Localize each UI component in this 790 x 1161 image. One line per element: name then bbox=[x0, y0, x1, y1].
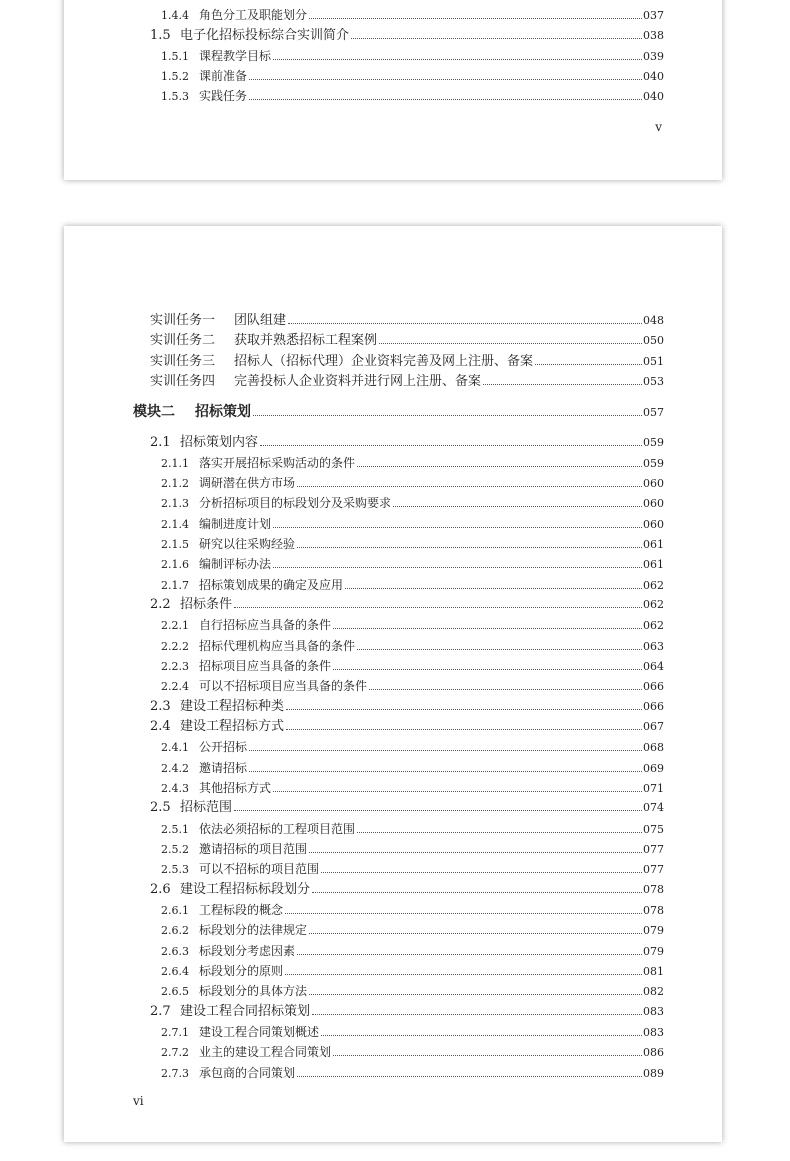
toc-entry-number: 2.6.2 bbox=[161, 924, 189, 937]
toc-entry-title: 招标条件 bbox=[180, 597, 233, 612]
toc-entry-number: 2.5.3 bbox=[161, 863, 189, 876]
toc-entry[interactable] bbox=[161, 821, 664, 838]
dot-leader bbox=[312, 1014, 642, 1015]
toc-entry-page: 078 bbox=[643, 883, 664, 896]
toc-entry-page: 051 bbox=[643, 355, 664, 368]
toc-entry-number: 2.1.6 bbox=[161, 558, 189, 571]
dot-leader bbox=[309, 994, 642, 995]
toc-entry-number: 2.1.4 bbox=[161, 518, 189, 531]
toc-entry-page: 079 bbox=[643, 924, 664, 937]
toc-entry-title: 编制进度计划 bbox=[199, 517, 272, 531]
toc-entry-title: 招标人（招标代理）企业资料完善及网上注册、备案 bbox=[234, 354, 534, 369]
toc-entry-page: 075 bbox=[643, 823, 664, 836]
toc-entry-number: 2.1.3 bbox=[161, 497, 189, 510]
dot-leader bbox=[249, 771, 642, 772]
toc-entry[interactable] bbox=[150, 1004, 664, 1020]
dot-leader bbox=[357, 466, 642, 467]
dot-leader bbox=[333, 669, 642, 670]
toc-entry-title: 标段划分的原则 bbox=[199, 964, 284, 978]
dot-leader bbox=[234, 607, 642, 608]
toc-entry-title: 建设工程合同招标策划 bbox=[180, 1004, 311, 1019]
dot-leader bbox=[273, 791, 642, 792]
toc-entry-page: 067 bbox=[643, 720, 664, 733]
toc-entry-number: 2.1.1 bbox=[161, 457, 189, 470]
toc-entry-page: 037 bbox=[643, 9, 664, 22]
toc-entry-page: 082 bbox=[643, 985, 664, 998]
toc-entry[interactable] bbox=[161, 841, 664, 858]
toc-entry-title: 建设工程招标种类 bbox=[180, 699, 285, 714]
toc-entry-number: 实训任务三 bbox=[150, 354, 216, 369]
dot-leader bbox=[357, 649, 642, 650]
toc-entry-page: 066 bbox=[643, 680, 664, 693]
toc-entry-page: 060 bbox=[643, 518, 664, 531]
toc-entry-number: 2.4.1 bbox=[161, 741, 189, 754]
toc-entry-page: 077 bbox=[643, 863, 664, 876]
toc-entry[interactable] bbox=[161, 536, 664, 553]
toc-entry-title: 公开招标 bbox=[199, 740, 248, 754]
toc-entry-number: 2.6.5 bbox=[161, 985, 189, 998]
dot-leader bbox=[249, 79, 642, 80]
toc-entry[interactable] bbox=[150, 28, 664, 44]
toc-entry-number: 2.1.5 bbox=[161, 538, 189, 551]
toc-entry-title: 建设工程招标方式 bbox=[180, 719, 285, 734]
dot-leader bbox=[369, 689, 642, 690]
dot-leader bbox=[273, 527, 642, 528]
toc-entry[interactable] bbox=[150, 374, 664, 390]
toc-entry-page: 064 bbox=[643, 660, 664, 673]
toc-entry[interactable] bbox=[161, 678, 664, 695]
toc-entry-page: 062 bbox=[643, 598, 664, 611]
toc-entry[interactable] bbox=[150, 313, 664, 329]
toc-entry-page: 059 bbox=[643, 457, 664, 470]
toc-entry-page: 078 bbox=[643, 904, 664, 917]
toc-entry-number: 2.3 bbox=[150, 699, 171, 714]
dot-leader bbox=[249, 99, 642, 100]
toc-entry-title: 招标策划成果的确定及应用 bbox=[199, 578, 344, 592]
toc-entry-page: 083 bbox=[643, 1026, 664, 1039]
toc-entry[interactable] bbox=[161, 475, 664, 492]
dot-leader bbox=[333, 1055, 642, 1056]
toc-entry-page: 068 bbox=[643, 741, 664, 754]
dot-leader bbox=[321, 872, 642, 873]
toc-entry-title: 编制评标办法 bbox=[199, 557, 272, 571]
toc-entry-title: 可以不招标项目应当具备的条件 bbox=[199, 679, 368, 693]
dot-leader bbox=[288, 323, 642, 324]
toc-entry-number: 2.2 bbox=[150, 597, 171, 612]
toc-entry-number: 实训任务一 bbox=[150, 313, 216, 328]
dot-leader bbox=[260, 445, 642, 446]
toc-entry-page: 063 bbox=[643, 640, 664, 653]
toc-entry[interactable] bbox=[161, 88, 664, 105]
toc-entry-number: 2.2.1 bbox=[161, 619, 189, 632]
toc-entry-page: 083 bbox=[643, 1005, 664, 1018]
toc-entry-title: 研究以往采购经验 bbox=[199, 537, 296, 551]
toc-entry-title: 邀请招标的项目范围 bbox=[199, 842, 308, 856]
toc-entry-title: 建设工程招标标段划分 bbox=[180, 882, 311, 897]
toc-entry[interactable] bbox=[161, 983, 664, 1000]
toc-entry-number: 2.1.7 bbox=[161, 579, 189, 592]
toc-entry-page: 039 bbox=[643, 50, 664, 63]
toc-entry-number: 2.6 bbox=[150, 882, 171, 897]
dot-leader bbox=[285, 913, 642, 914]
dot-leader bbox=[253, 415, 642, 416]
dot-leader bbox=[249, 750, 642, 751]
dot-leader bbox=[351, 38, 642, 39]
toc-entry-page: 050 bbox=[643, 334, 664, 347]
toc-entry-title: 可以不招标的项目范围 bbox=[199, 862, 320, 876]
toc-entry-title: 招标策划 bbox=[195, 404, 251, 420]
toc-entry-page: 066 bbox=[643, 700, 664, 713]
toc-page-upper bbox=[64, 0, 722, 180]
toc-entry-title: 标段划分的法律规定 bbox=[199, 923, 308, 937]
toc-entry[interactable] bbox=[161, 638, 664, 655]
dot-leader bbox=[321, 1035, 642, 1036]
toc-entry-number: 1.4.4 bbox=[161, 9, 189, 22]
toc-entry-number: 2.1.2 bbox=[161, 477, 189, 490]
toc-entry[interactable] bbox=[161, 861, 664, 878]
dot-leader bbox=[234, 810, 642, 811]
toc-entry-page: 074 bbox=[643, 801, 664, 814]
toc-entry-number: 2.2.3 bbox=[161, 660, 189, 673]
toc-page-lower bbox=[64, 226, 722, 1142]
dot-leader bbox=[345, 588, 642, 589]
dot-leader bbox=[393, 506, 642, 507]
dot-leader bbox=[273, 567, 642, 568]
toc-entry-page: 057 bbox=[643, 406, 664, 419]
dot-leader bbox=[286, 729, 642, 730]
dot-leader bbox=[312, 892, 642, 893]
toc-entry-page: 059 bbox=[643, 436, 664, 449]
toc-entry-page: 038 bbox=[643, 29, 664, 42]
toc-entry[interactable] bbox=[161, 963, 664, 980]
dot-leader bbox=[333, 628, 642, 629]
toc-entry-title: 标段划分考虑因素 bbox=[199, 944, 296, 958]
dot-leader bbox=[483, 384, 642, 385]
toc-entry[interactable] bbox=[161, 1024, 664, 1041]
toc-entry[interactable] bbox=[133, 404, 664, 421]
dot-leader bbox=[297, 1076, 642, 1077]
toc-entry[interactable] bbox=[150, 333, 664, 349]
toc-entry[interactable] bbox=[161, 658, 664, 675]
toc-entry-page: 053 bbox=[643, 375, 664, 388]
toc-entry-number: 2.5.2 bbox=[161, 843, 189, 856]
toc-entry-number: 1.5.2 bbox=[161, 70, 189, 83]
toc-entry-number: 2.7 bbox=[150, 1004, 171, 1019]
toc-entry-number: 实训任务四 bbox=[150, 374, 216, 389]
toc-entry-title: 调研潜在供方市场 bbox=[199, 476, 296, 490]
toc-entry-page: 089 bbox=[643, 1067, 664, 1080]
toc-entry-title: 其他招标方式 bbox=[199, 781, 272, 795]
toc-entry-number: 2.7.2 bbox=[161, 1046, 189, 1059]
toc-entry-number: 2.6.3 bbox=[161, 945, 189, 958]
toc-entry-title: 业主的建设工程合同策划 bbox=[199, 1045, 332, 1059]
dot-leader bbox=[309, 18, 642, 19]
dot-leader bbox=[379, 343, 642, 344]
toc-entry[interactable] bbox=[161, 902, 664, 919]
toc-entry-title: 依法必须招标的工程项目范围 bbox=[199, 822, 356, 836]
toc-entry-page: 040 bbox=[643, 90, 664, 103]
toc-entry-number: 2.7.3 bbox=[161, 1067, 189, 1080]
dot-leader bbox=[309, 852, 642, 853]
toc-entry-page: 060 bbox=[643, 497, 664, 510]
dot-leader bbox=[273, 59, 642, 60]
toc-entry[interactable] bbox=[150, 699, 664, 715]
toc-entry-number: 2.6.4 bbox=[161, 965, 189, 978]
toc-entry-number: 模块二 bbox=[133, 404, 175, 420]
toc-entry-number: 2.2.2 bbox=[161, 640, 189, 653]
toc-entry-page: 079 bbox=[643, 945, 664, 958]
toc-entry-number: 2.6.1 bbox=[161, 904, 189, 917]
toc-entry[interactable] bbox=[161, 516, 664, 533]
dot-leader bbox=[297, 954, 642, 955]
toc-entry-title: 工程标段的概念 bbox=[199, 903, 284, 917]
toc-entry[interactable] bbox=[150, 435, 664, 451]
toc-entry[interactable] bbox=[161, 495, 664, 512]
dot-leader bbox=[286, 709, 642, 710]
toc-entry[interactable] bbox=[161, 577, 664, 594]
toc-entry-page: 048 bbox=[643, 314, 664, 327]
toc-entry[interactable] bbox=[161, 780, 664, 797]
toc-entry-page: 062 bbox=[643, 579, 664, 592]
toc-entry-page: 061 bbox=[643, 538, 664, 551]
dot-leader bbox=[309, 933, 642, 934]
toc-entry-title: 建设工程合同策划概述 bbox=[199, 1025, 320, 1039]
toc-entry-title: 课前准备 bbox=[199, 69, 248, 83]
toc-entry[interactable] bbox=[161, 739, 664, 756]
toc-entry-title: 团队组建 bbox=[234, 313, 287, 328]
toc-entry-title: 角色分工及职能划分 bbox=[199, 8, 308, 22]
toc-entry[interactable] bbox=[161, 617, 664, 634]
toc-entry-page: 081 bbox=[643, 965, 664, 978]
toc-entry-page: 061 bbox=[643, 558, 664, 571]
toc-entry-title: 招标策划内容 bbox=[180, 435, 259, 450]
toc-entry-title: 获取并熟悉招标工程案例 bbox=[234, 333, 378, 348]
toc-entry-title: 邀请招标 bbox=[199, 761, 248, 775]
toc-entry[interactable] bbox=[150, 354, 664, 370]
toc-entry-title: 招标范围 bbox=[180, 800, 233, 815]
toc-entry-number: 2.4.3 bbox=[161, 782, 189, 795]
toc-entry-number: 2.5.1 bbox=[161, 823, 189, 836]
toc-entry-title: 实践任务 bbox=[199, 89, 248, 103]
toc-entry-title: 落实开展招标采购活动的条件 bbox=[199, 456, 356, 470]
toc-entry-title: 自行招标应当具备的条件 bbox=[199, 618, 332, 632]
toc-entry-page: 077 bbox=[643, 843, 664, 856]
dot-leader bbox=[297, 486, 642, 487]
dot-leader bbox=[535, 364, 642, 365]
toc-entry[interactable] bbox=[150, 719, 664, 735]
toc-entry[interactable] bbox=[161, 943, 664, 960]
toc-entry-number: 2.7.1 bbox=[161, 1026, 189, 1039]
toc-entry-title: 招标项目应当具备的条件 bbox=[199, 659, 332, 673]
toc-entry-number: 2.1 bbox=[150, 435, 171, 450]
toc-entry-number: 实训任务二 bbox=[150, 333, 216, 348]
toc-entry-title: 承包商的合同策划 bbox=[199, 1066, 296, 1080]
toc-entry-number: 2.4.2 bbox=[161, 762, 189, 775]
toc-entry-title: 课程教学目标 bbox=[199, 49, 272, 63]
dot-leader bbox=[357, 832, 642, 833]
toc-entry-title: 电子化招标投标综合实训简介 bbox=[180, 28, 350, 43]
toc-entry-number: 1.5.1 bbox=[161, 50, 189, 63]
toc-entry-page: 062 bbox=[643, 619, 664, 632]
toc-entry-number: 1.5 bbox=[150, 28, 171, 43]
toc-entry[interactable] bbox=[161, 760, 664, 777]
page-number-v: v bbox=[655, 120, 662, 134]
dot-leader bbox=[285, 974, 642, 975]
dot-leader bbox=[297, 547, 642, 548]
toc-entry[interactable] bbox=[161, 1065, 664, 1082]
toc-entry-number: 2.4 bbox=[150, 719, 171, 734]
toc-entry[interactable] bbox=[161, 7, 664, 24]
toc-entry[interactable] bbox=[161, 68, 664, 85]
toc-entry-number: 1.5.3 bbox=[161, 90, 189, 103]
toc-entry-page: 060 bbox=[643, 477, 664, 490]
toc-entry-title: 分析招标项目的标段划分及采购要求 bbox=[199, 496, 392, 510]
toc-entry[interactable] bbox=[161, 455, 664, 472]
page-number-vi: vi bbox=[133, 1094, 144, 1108]
toc-entry-title: 完善投标人企业资料并进行网上注册、备案 bbox=[234, 374, 482, 389]
toc-entry[interactable] bbox=[150, 882, 664, 898]
toc-entry[interactable] bbox=[161, 922, 664, 939]
toc-entry-title: 招标代理机构应当具备的条件 bbox=[199, 639, 356, 653]
toc-entry-page: 071 bbox=[643, 782, 664, 795]
toc-entry-title: 标段划分的具体方法 bbox=[199, 984, 308, 998]
toc-entry[interactable] bbox=[161, 48, 664, 65]
toc-entry-number: 2.2.4 bbox=[161, 680, 189, 693]
toc-entry-page: 040 bbox=[643, 70, 664, 83]
toc-entry[interactable] bbox=[150, 800, 664, 816]
toc-entry-page: 086 bbox=[643, 1046, 664, 1059]
toc-entry[interactable] bbox=[161, 556, 664, 573]
toc-entry-number: 2.5 bbox=[150, 800, 171, 815]
toc-entry[interactable] bbox=[161, 1044, 664, 1061]
toc-entry[interactable] bbox=[150, 597, 664, 613]
toc-entry-page: 069 bbox=[643, 762, 664, 775]
